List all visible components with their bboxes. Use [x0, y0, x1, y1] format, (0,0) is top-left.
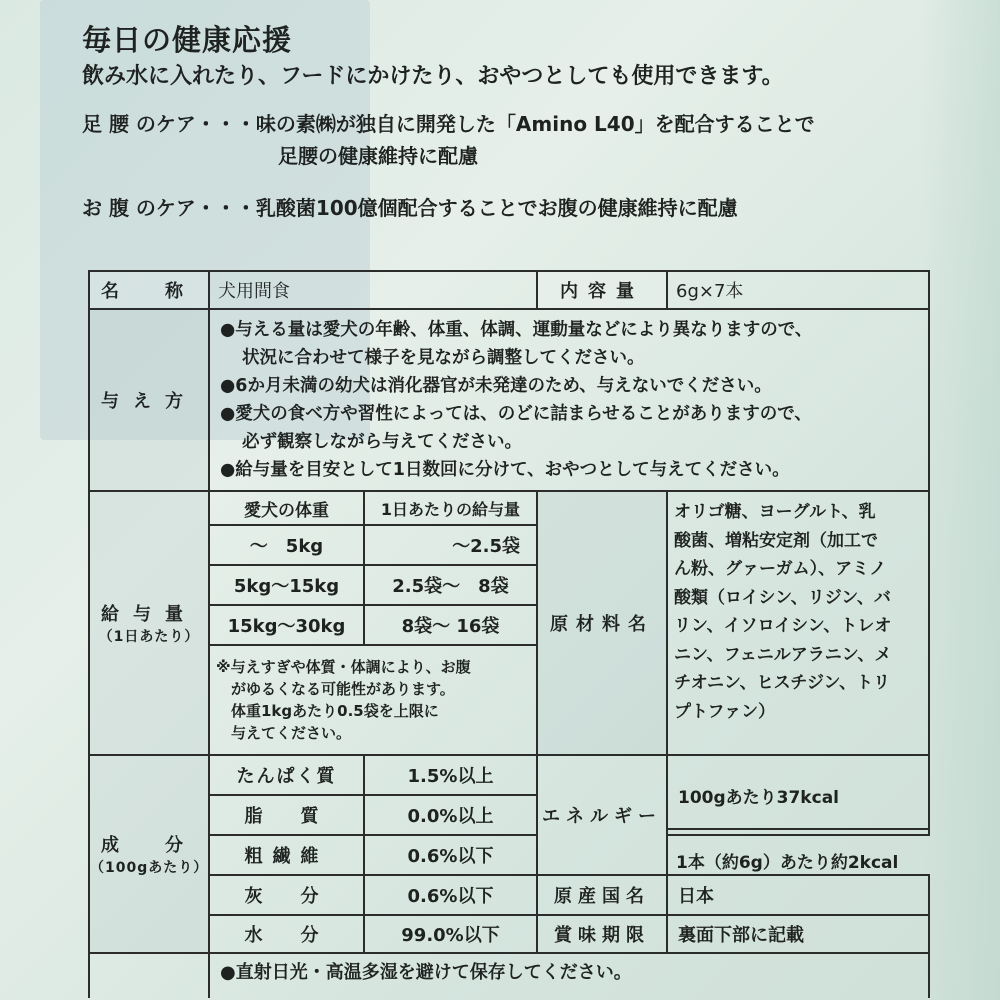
usage-item-2: ●6か月未満の幼犬は消化器官が未発達のため、与えないでください。 — [220, 376, 772, 396]
composition-value-1: 1.5%以上 — [364, 755, 537, 795]
feeding-amount-1: 〜2.5袋 — [364, 525, 537, 565]
composition-label: 成 分 — [101, 835, 197, 856]
page-title: 毎日の健康応援 — [82, 23, 293, 57]
composition-value-3: 0.6%以下 — [364, 835, 537, 875]
leg-care-line: 足 腰 のケア・・・味の素㈱が独自に開発した「Amino L40」を配合することで — [82, 112, 815, 136]
feeding-head-weight: 愛犬の体重 — [209, 491, 364, 525]
raw-material-list — [667, 491, 929, 755]
usage-label: 与え方 — [89, 309, 209, 491]
composition-name-1: たんぱく質 — [209, 755, 364, 795]
usage-item-1: ●与える量は愛犬の年齢、体重、体調、運動量などにより異なりますので、 — [220, 320, 813, 340]
content-label: 内容量 — [537, 271, 667, 309]
raw-line-4: 酸類（ロイシン、リジン、バ — [674, 587, 891, 608]
energy-divider — [666, 828, 928, 830]
origin-value: 日本 — [667, 875, 929, 915]
expiry-value: 裏面下部に記載 — [667, 915, 929, 953]
name-value: 犬用間食 — [209, 271, 537, 309]
composition-name-5: 水 分 — [209, 915, 364, 953]
feeding-amount-3: 8袋〜 16袋 — [364, 605, 537, 645]
raw-material-label: 原材料名 — [537, 491, 667, 755]
feeding-note-line-4: 与えてください。 — [216, 724, 352, 742]
usage-subtitle: 飲み水に入れたり、フードにかけたり、おやつとしても使用できます。 — [82, 64, 784, 89]
composition-sublabel: （100gあたり） — [90, 860, 209, 876]
product-header — [82, 18, 962, 224]
content-value: 6g×7本 — [667, 271, 929, 309]
energy-per-stick: 1本（約6g）あたり約2kcal — [676, 853, 899, 873]
feeding-weight-3: 15kg〜30kg — [209, 605, 364, 645]
product-info-table — [88, 270, 930, 998]
raw-line-7: チオニン、ヒスチジン、トリ — [674, 673, 891, 693]
feeding-weight-1: 〜 5kg — [209, 525, 364, 565]
energy-per-100g: 100gあたり37kcal — [667, 755, 929, 835]
energy-label: エネルギー — [537, 755, 667, 875]
raw-line-1: オリゴ糖、ヨーグルト、乳 — [674, 502, 876, 522]
composition-value-5: 99.0%以下 — [364, 915, 537, 953]
feeding-sublabel: （1日あたり） — [98, 629, 200, 645]
usage-item-3: ●愛犬の食べ方や習性によっては、のどに詰まらせることがありますので、 — [220, 404, 812, 424]
feeding-head-amount: 1日あたりの給与量 — [364, 491, 537, 525]
usage-item-4: ●給与量を目安として1日数回に分けて、おやつとして与えてください。 — [220, 460, 790, 480]
raw-line-2: 酸菌、増粘安定剤（加工で — [674, 530, 878, 551]
feeding-note-line-3: 体重1kgあたり0.5袋を上限に — [216, 702, 439, 720]
composition-name-4: 灰 分 — [209, 875, 364, 915]
raw-line-3: ん粉、グァーガム）、アミノ — [674, 559, 887, 579]
feeding-amount-2: 2.5袋〜 8袋 — [364, 565, 537, 605]
raw-line-6: ニン、フェニルアラニン、メ — [674, 644, 892, 665]
composition-value-2: 0.0%以上 — [364, 795, 537, 835]
usage-item-3-cont: 必ず観察しながら与えてください。 — [242, 432, 522, 452]
composition-name-3: 粗繊維 — [209, 835, 364, 875]
usage-item-1-cont: 状況に合わせて様子を見ながら調整してください。 — [242, 348, 645, 368]
name-label: 名 称 — [89, 271, 209, 309]
stomach-care-line: お 腹 のケア・・・乳酸菌100億個配合することでお腹の健康維持に配慮 — [82, 196, 738, 220]
feeding-weight-2: 5kg〜15kg — [209, 565, 364, 605]
feeding-label: 給与量 — [101, 604, 197, 625]
expiry-label: 賞味期限 — [537, 915, 667, 953]
feeding-note — [209, 645, 537, 755]
feeding-note-line-1: ※与えすぎや体質・体調により、お腹 — [216, 658, 471, 676]
composition-name-2: 脂 質 — [209, 795, 364, 835]
composition-label-cell — [89, 755, 209, 953]
raw-line-5: リン、イソロイシン、トレオ — [674, 616, 892, 636]
leg-care-line-continued: 足腰の健康維持に配慮 — [278, 144, 478, 168]
feeding-note-line-2: がゆるくなる可能性があります。 — [216, 680, 455, 698]
origin-label: 原産国名 — [537, 875, 667, 915]
raw-line-8: プトファン） — [674, 701, 776, 722]
storage-note: ●直射日光・高温多湿を避けて保存してください。 — [209, 953, 929, 998]
feeding-label-cell — [89, 491, 209, 755]
composition-value-4: 0.6%以下 — [364, 875, 537, 915]
usage-list — [209, 309, 929, 491]
